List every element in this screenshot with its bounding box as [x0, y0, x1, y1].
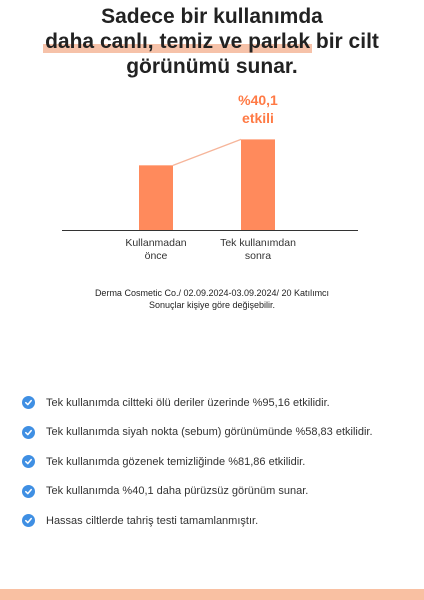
- claims-list: [22, 388, 422, 536]
- check-icon: [22, 514, 35, 527]
- headline-line-1: Sadece bir kullanımda: [101, 5, 323, 28]
- category-label-1-line-1: Kullanmadan: [125, 237, 187, 249]
- bar-1: [139, 165, 173, 230]
- category-label-2-line-2: sonra: [244, 250, 272, 262]
- headline-highlight: daha canlı, temiz ve parlak: [45, 30, 311, 53]
- category-label-1-line-2: önce: [144, 250, 168, 262]
- check-icon: [22, 396, 35, 409]
- headline-line-3: görünümü sunar.: [126, 55, 298, 78]
- headline-line-2: [0, 29, 424, 54]
- claim-item: [22, 418, 422, 448]
- check-icon: [22, 455, 35, 468]
- claim-text: Hassas ciltlerde tahriş testi tamamlanmıştır.: [46, 514, 259, 527]
- claim-text: Tek kullanımda %40,1 daha pürüzsüz görünüm sunar.: [46, 485, 309, 498]
- claim-item: [22, 506, 422, 536]
- source-line-1: Derma Cosmetic Co./ 02.09.2024-03.09.2024/ 20 Katılımcı: [94, 288, 330, 298]
- trend-connector-line: [173, 139, 241, 165]
- claim-item: [22, 388, 422, 418]
- claim-item: [22, 477, 422, 507]
- source-note: [0, 287, 424, 311]
- bar-2: [241, 139, 275, 230]
- claim-text: Tek kullanımda siyah nokta (sebum) görünümünde %58,83 etkilidir.: [46, 426, 373, 439]
- headline-line-2-rest: bir cilt: [310, 30, 379, 53]
- category-label-2-line-1: Tek kullanımdan: [220, 237, 296, 249]
- comparison-bar-chart: [0, 80, 424, 280]
- annotation-line-1: %40,1: [238, 92, 278, 108]
- check-icon: [22, 426, 35, 439]
- claim-item: [22, 447, 422, 477]
- annotation-line-2: etkili: [242, 110, 274, 126]
- claim-text: Tek kullanımda ciltteki ölü deriler üzerinde %95,16 etkilidir.: [46, 396, 330, 409]
- source-line-2: Sonuçlar kişiye göre değişebilir.: [148, 300, 276, 310]
- check-icon: [22, 485, 35, 498]
- claim-text: Tek kullanımda gözenek temizliğinde %81,86 etkilidir.: [46, 455, 306, 468]
- headline: [0, 4, 424, 79]
- bottom-accent-bar: [0, 589, 424, 600]
